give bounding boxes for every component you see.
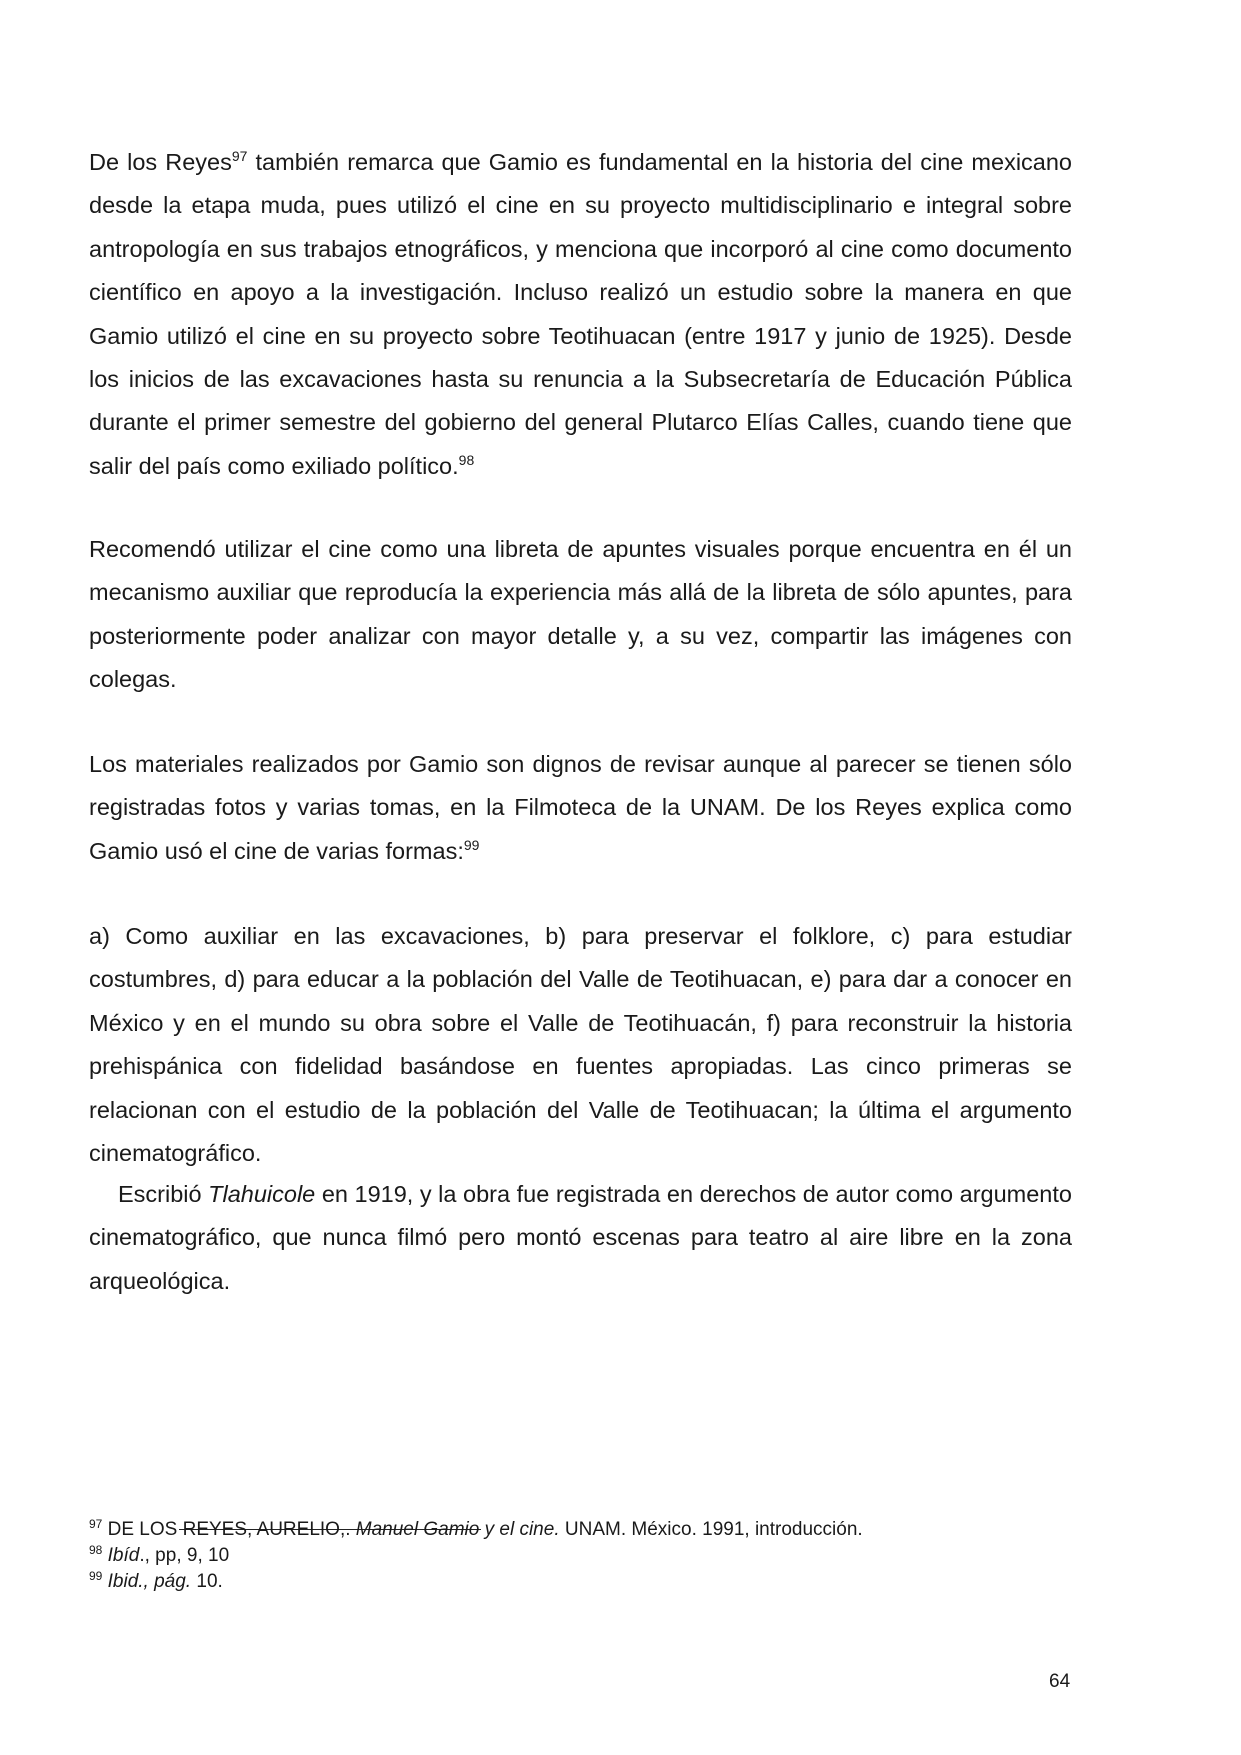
paragraph-text: De los Reyes [89, 149, 232, 175]
footnote-99 [89, 1569, 223, 1595]
footnote-ref-97[interactable]: 97 [231, 148, 248, 164]
footnote-ref-98[interactable]: 98 [458, 451, 475, 468]
paragraph-de-los-reyes [89, 141, 1072, 488]
paragraph-text: también remarca que Gamio es fundamental en la historia del cine mexicano desde la etapa muda, pues utilizó el cine en su proyecto multidisciplinario e integral sobre antropología en sus trabajos etnográficos, y menciona que incorporó al cine como documento científico en apoyo a la investigación. Incluso realizó un estudio sobre la manera en que Gamio utilizó el cine en su proyecto sobre Teotihuacan (entre 1917 y junio de 1925). Desde los inicios de las excavaciones hasta su renuncia a la Subsecretaría de Educación Pública durante el primer semestre del gobierno del general Plutarco Elías Calles, cuando tiene que salir del país como exiliado político. [89, 149, 1072, 479]
footnote-title: Ibíd [107, 1545, 140, 1566]
footnote-number: 99 [89, 1569, 103, 1583]
paragraph-materiales [89, 743, 1072, 873]
footnote-title: Manuel Gamio y el cine. [355, 1519, 560, 1540]
footnote-text: ., pp, 9, 10 [139, 1545, 230, 1566]
paragraph-text: Los materiales realizados por Gamio son dignos de revisar aunque al parecer se tienen sólo registradas fotos y varias tomas, en la Filmoteca de la UNAM. De los Reyes explica como Gamio usó el cine de varias formas: [89, 751, 1072, 864]
footnote-number: 97 [89, 1517, 103, 1531]
footnote-98 [89, 1543, 229, 1569]
footnote-ref-99[interactable]: 99 [463, 836, 480, 853]
footnote-text: UNAM. México. 1991, introducción. [559, 1519, 863, 1540]
footnote-text: DE LOS REYES, AURELIO,. [102, 1519, 356, 1540]
work-title: Tlahuicole [208, 1181, 316, 1207]
footnote-title: Ibid., pág. [107, 1571, 192, 1592]
page-number: 64 [1049, 1671, 1071, 1692]
paragraph-tlahuicole [89, 1173, 1072, 1303]
paragraph-libreta-apuntes: Recomendó utilizar el cine como una libreta de apuntes visuales porque encuentra en él un mecanismo auxiliar que reproducía la experiencia más allá de la libreta de sólo apuntes, para posteriormente poder analizar con mayor detalle y, a su vez, compartir las imágenes con colegas. [89, 536, 1072, 693]
footnote-text: 10. [191, 1571, 223, 1592]
footnote-97 [89, 1517, 863, 1543]
paragraph-text: Escribió [118, 1181, 209, 1207]
paragraph-text: en 1919, y la obra fue registrada en derechos de autor como argumento cinematográfico, que nunca filmó pero montó escenas para teatro al aire libre en la zona arqueológica. [89, 1181, 1072, 1294]
footnote-number: 98 [89, 1543, 103, 1557]
paragraph-usos-lista: a) Como auxiliar en las excavaciones, b) para preservar el folklore, c) para estudiar costumbres, d) para educar a la población del Valle de Teotihuacan, e) para dar a conocer en México y en el mundo su obra sobre el Valle de Teotihuacán, f) para reconstruir la historia prehispánica con fidelidad basándose en fuentes apropiadas. Las cinco primeras se relacionan con el estudio de la población del Valle de Teotihuacan; la última el argumento cinematográfico. [89, 923, 1072, 1167]
